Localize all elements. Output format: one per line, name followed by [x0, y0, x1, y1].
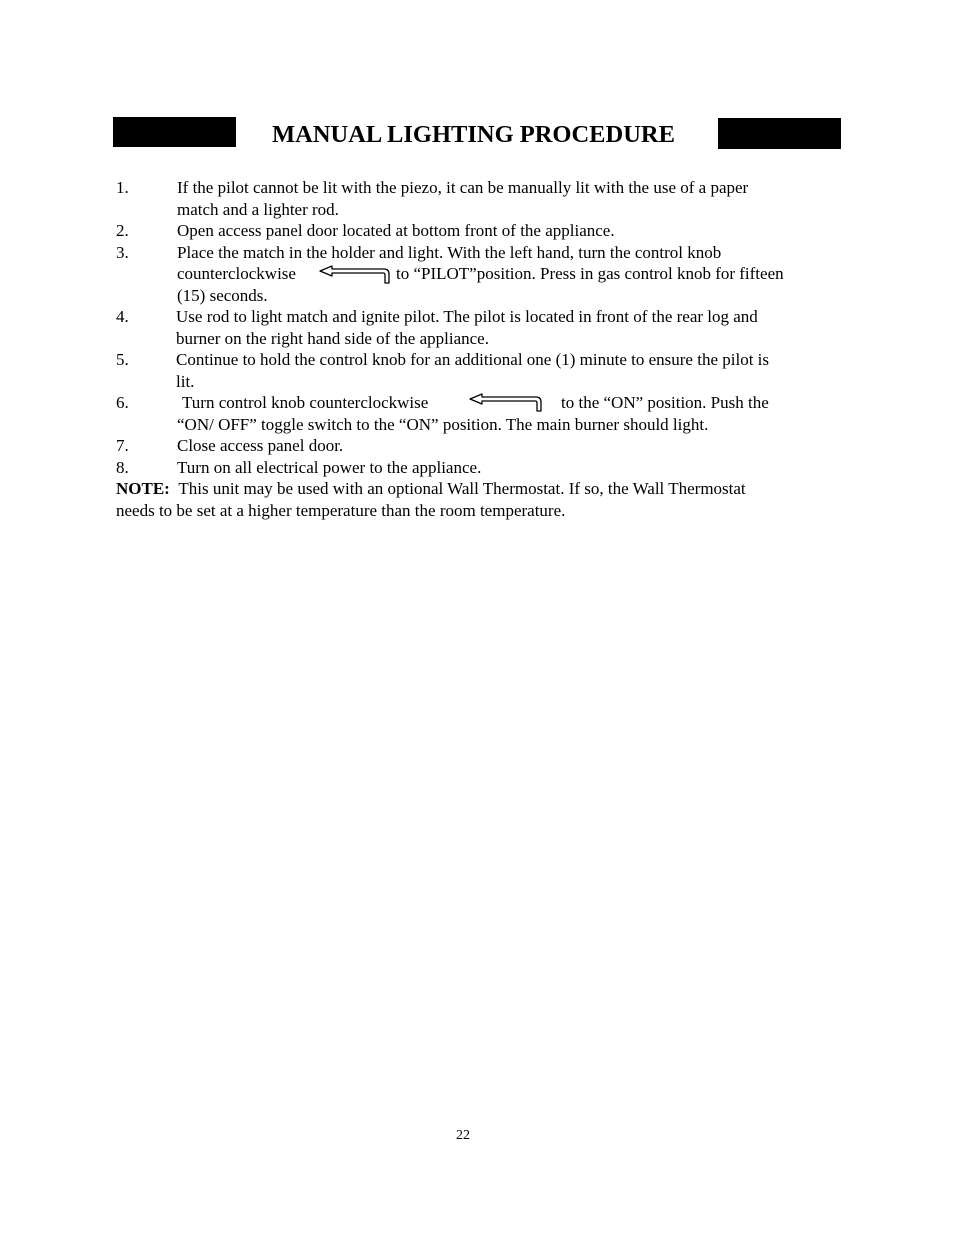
note-label: NOTE: [116, 479, 170, 498]
step-number: 3. [116, 243, 129, 262]
step-7-line-1: Close access panel door. [177, 436, 344, 455]
step-2-line-1: Open access panel door located at bottom front of the appliance. [177, 221, 615, 240]
step-5-line-1: Continue to hold the control knob for an additional one (1) minute to ensure the pilot is [176, 350, 769, 369]
step-6-line-2: “ON/ OFF” toggle switch to the “ON” position. The main burner should light. [177, 415, 709, 434]
step-1-line-2: match and a lighter rod. [177, 200, 339, 219]
step-number: 1. [116, 178, 129, 197]
counterclockwise-arrow-icon [318, 265, 392, 285]
step-8-line-1: Turn on all electrical power to the appliance. [177, 458, 482, 477]
counterclockwise-arrow-icon [468, 393, 544, 413]
page-number: 22 [456, 1128, 470, 1143]
page-title: MANUAL LIGHTING PROCEDURE [272, 121, 675, 148]
step-3-line-3: (15) seconds. [177, 286, 268, 305]
header-bar-left [113, 117, 236, 147]
note-line-2: needs to be set at a higher temperature than the room temperature. [116, 501, 566, 520]
step-4-line-1: Use rod to light match and ignite pilot. The pilot is located in front of the rear log and [176, 307, 758, 326]
step-number: 6. [116, 393, 129, 412]
step-number: 2. [116, 221, 129, 240]
step-3-line-1: Place the match in the holder and light. With the left hand, turn the control knob [177, 243, 722, 262]
step-number: 7. [116, 436, 129, 455]
step-3-line-2a: counterclockwise [177, 264, 296, 283]
step-4-line-2: burner on the right hand side of the appliance. [176, 329, 489, 348]
header-bar-right [718, 118, 841, 149]
step-3-line-2b: to “PILOT”position. Press in gas control knob for fifteen [396, 264, 784, 283]
step-1-line-1: If the pilot cannot be lit with the piezo, it can be manually lit with the use of a paper [177, 178, 749, 197]
step-5-line-2: lit. [176, 372, 195, 391]
step-number: 4. [116, 307, 129, 326]
step-6-line-1b: to the “ON” position. Push the [561, 393, 769, 412]
step-6-line-1a: Turn control knob counterclockwise [182, 393, 429, 412]
step-number: 8. [116, 458, 129, 477]
note-text-1: This unit may be used with an optional Wall Thermostat. If so, the Wall Thermostat [178, 479, 746, 498]
note-line-1 [116, 478, 746, 500]
step-number: 5. [116, 350, 129, 369]
